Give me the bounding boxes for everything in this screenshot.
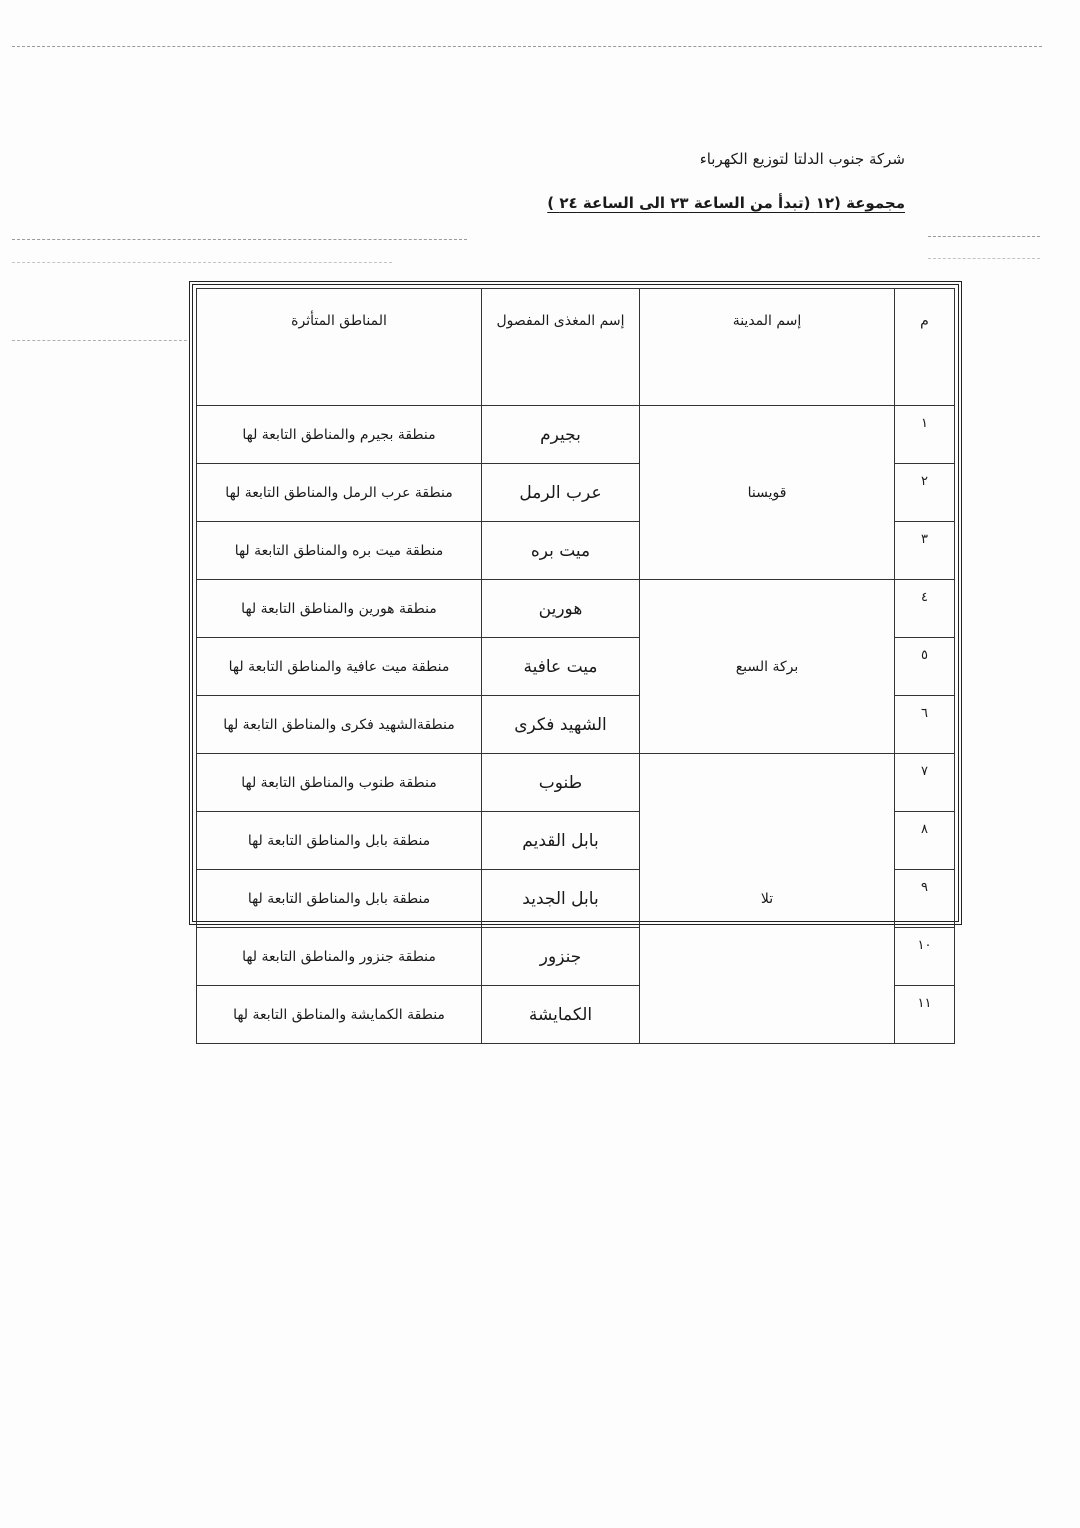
table-row	[197, 580, 955, 638]
city-cell: قويسنا	[640, 406, 895, 580]
area-cell: منطقة بابل والمناطق التابعة لها	[197, 812, 482, 870]
row-num: ٣	[895, 522, 955, 580]
scan-line-right-1	[928, 236, 1040, 237]
area-cell: منطقة بجيرم والمناطق التابعة لها	[197, 406, 482, 464]
row-num: ٤	[895, 580, 955, 638]
row-num: ١	[895, 406, 955, 464]
header-feeder: إسم المغذى المفصول	[482, 289, 640, 406]
area-cell: منطقة ميت بره والمناطق التابعة لها	[197, 522, 482, 580]
city-cell: بركة السبع	[640, 580, 895, 754]
feeder-cell: بابل الجديد	[482, 870, 640, 928]
area-cell: منطقة عرب الرمل والمناطق التابعة لها	[197, 464, 482, 522]
row-num: ٨	[895, 812, 955, 870]
row-num: ٩	[895, 870, 955, 928]
feeder-cell: بابل القديم	[482, 812, 640, 870]
row-num: ١١	[895, 986, 955, 1044]
area-cell: منطقة هورين والمناطق التابعة لها	[197, 580, 482, 638]
row-num: ٧	[895, 754, 955, 812]
company-name: شركة جنوب الدلتا لتوزيع الكهرباء	[699, 150, 905, 168]
feeder-cell: بجيرم	[482, 406, 640, 464]
scan-line-left-2	[12, 262, 392, 263]
feeder-cell: عرب الرمل	[482, 464, 640, 522]
feeder-cell: الكمايشة	[482, 986, 640, 1044]
area-cell: منطقة ميت عافية والمناطق التابعة لها	[197, 638, 482, 696]
row-num: ٦	[895, 696, 955, 754]
row-num: ١٠	[895, 928, 955, 986]
scan-line-right-2	[928, 258, 1040, 259]
feeder-cell: الشهيد فكرى	[482, 696, 640, 754]
table-row	[197, 406, 955, 464]
feeder-cell: ميت بره	[482, 522, 640, 580]
group-title: مجموعة (١٢ (تبدأ من الساعة ٢٣ الى الساعة ٢٤ )	[547, 194, 905, 212]
area-cell: منطقة طنوب والمناطق التابعة لها	[197, 754, 482, 812]
feeder-cell: جنزور	[482, 928, 640, 986]
table-row	[197, 754, 955, 812]
scan-line-left-1	[12, 239, 467, 240]
area-cell: منطقةالشهيد فكرى والمناطق التابعة لها	[197, 696, 482, 754]
header-city: إسم المدينة	[640, 289, 895, 406]
outage-table	[196, 288, 955, 1044]
area-cell: منطقة الكمايشة والمناطق التابعة لها	[197, 986, 482, 1044]
outage-table-frame	[189, 281, 962, 1025]
area-cell: منطقة بابل والمناطق التابعة لها	[197, 870, 482, 928]
row-num: ٥	[895, 638, 955, 696]
scan-line-top	[12, 46, 1042, 47]
scan-line-mid-left	[12, 340, 192, 341]
area-cell: منطقة جنزور والمناطق التابعة لها	[197, 928, 482, 986]
header-num: م	[895, 289, 955, 406]
feeder-cell: هورين	[482, 580, 640, 638]
table-header-row	[197, 289, 955, 406]
city-cell: تلا	[640, 754, 895, 1044]
feeder-cell: طنوب	[482, 754, 640, 812]
row-num: ٢	[895, 464, 955, 522]
header-areas: المناطق المتأثرة	[197, 289, 482, 406]
feeder-cell: ميت عافية	[482, 638, 640, 696]
